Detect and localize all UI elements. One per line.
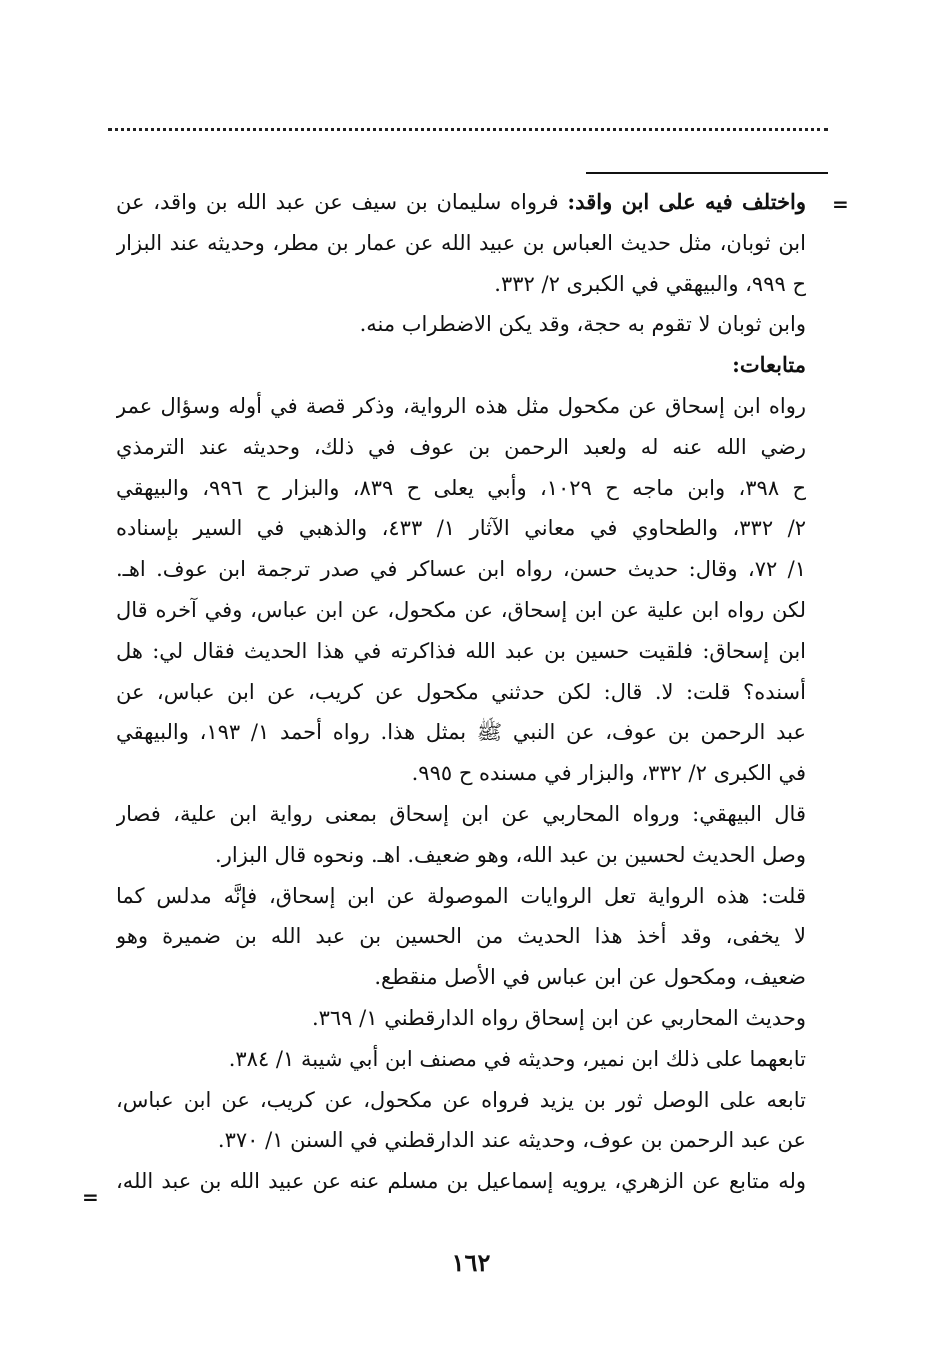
line-text: ضعيف، ومكحول عن ابن عباس في الأصل منقطع. [374, 965, 806, 990]
text-line [116, 386, 806, 427]
text-line [116, 427, 806, 468]
text-line [116, 1120, 806, 1161]
text-line [116, 345, 806, 386]
line-text: ح ٩٩٩، والبيهقي في الكبرى ٢/ ٣٣٢. [494, 271, 806, 296]
text-line [116, 712, 806, 753]
text-line [116, 223, 806, 264]
text-line [116, 508, 806, 549]
text-line [116, 1039, 806, 1080]
line-text: وصل الحديث لحسين بن عبد الله، وهو ضعيف. اهـ. ونحوه قال البزار. [215, 842, 806, 867]
line-text: رواه ابن إسحاق عن مكحول مثل هذه الرواية، وذكر قصة في أوله وسؤال عمر [116, 393, 806, 418]
page-number: ١٦٢ [451, 1248, 491, 1277]
dotted-separator [108, 128, 828, 131]
line-text: وله متابع عن الزهري، يرويه إسماعيل بن مسلم عنه عن عبيد الله بن عبد الله، [116, 1169, 806, 1194]
line-text: لا يخفى، وقد أخذ هذا الحديث من الحسين بن عبد الله بن ضميرة وهو [116, 924, 806, 949]
text-line [116, 835, 806, 876]
footnote-text [116, 182, 806, 1202]
line-heading: واختلف فيه على ابن واقد: [567, 189, 806, 214]
text-line [116, 794, 806, 835]
line-text: عبد الرحمن بن عوف، عن النبي ﷺ بمثل هذا. رواه أحمد ١/ ١٩٣، والبيهقي [116, 720, 806, 745]
line-text: تابعهما على ذلك ابن نمير، وحديثه في مصنف ابن أبي شيبة ١/ ٣٨٤. [228, 1046, 806, 1071]
continuation-mark-top: = [832, 192, 849, 216]
text-line [116, 998, 806, 1039]
line-text: وابن ثوبان لا تقوم به حجة، وقد يكن الاضطراب منه. [359, 312, 806, 337]
footnote-rule [586, 172, 828, 174]
line-text: ابن ثوبان، مثل حديث العباس بن عبيد الله عن عمار بن مطر، وحديثه عند البزار [116, 230, 806, 255]
text-line [116, 753, 806, 794]
continuation-mark-bottom: = [82, 1185, 99, 1209]
text-line [116, 957, 806, 998]
line-text: ٢/ ٣٣٢، والطحاوي في معاني الآثار ١/ ٤٣٣، والذهبي في السير بإسناده [116, 516, 806, 541]
text-line [116, 672, 806, 713]
text-line [116, 549, 806, 590]
text-line [116, 264, 806, 305]
line-text: رضي الله عنه له ولعبد الرحمن بن عوف في ذلك، وحديثه عند الترمذي [116, 434, 806, 459]
line-text: ابن إسحاق: فلقيت حسين بن عبد الله فذاكرته في هذا الحديث فقال لي: هل [116, 638, 806, 663]
text-line [116, 1080, 806, 1121]
line-text: تابعه على الوصل ثور بن يزيد فرواه عن مكحول، عن كريب، عن ابن عباس، [116, 1087, 806, 1112]
line-text: ١/ ٧٢، وقال: حديث حسن، رواه ابن عساكر في صدر ترجمة ابن عوف. اهـ. [116, 557, 806, 582]
text-line [116, 1161, 806, 1202]
line-heading: متابعات: [732, 352, 806, 378]
text-line [116, 590, 806, 631]
line-text: ح ٣٩٨، وابن ماجه ح ١٠٢٩، وأبي يعلى ح ٨٣٩، والبزار ح ٩٩٦، والبيهقي [116, 475, 806, 500]
text-line [116, 631, 806, 672]
text-line [116, 916, 806, 957]
text-line [116, 468, 806, 509]
text-line [116, 182, 806, 223]
line-text: لكن رواه ابن علية عن ابن إسحاق، عن مكحول، عن ابن عباس، وفي آخره قال [116, 597, 806, 622]
line-text: في الكبرى ٢/ ٣٣٢، والبزار في مسنده ح ٩٩٥. [411, 761, 806, 786]
text-line [116, 304, 806, 345]
line-text: فرواه سليمان بن سيف عن عبد الله بن واقد، عن [116, 190, 568, 214]
line-text: قال البيهقي: ورواه المحاربي عن ابن إسحاق بمعنى رواية ابن علية، فصار [116, 801, 806, 826]
line-text: أسنده؟ قلت: لا. قال: لكن حدثني مكحول عن كريب، عن ابن عباس، عن [116, 679, 806, 704]
line-text: عن عبد الرحمن بن عوف، وحديثه عند الدارقطني في السنن ١/ ٣٧٠. [217, 1128, 806, 1153]
line-text: قلت: هذه الرواية تعل الروايات الموصولة عن ابن إسحاق، فإنَّه مدلس كما [116, 883, 806, 908]
text-line [116, 876, 806, 917]
line-text: وحديث المحاربي عن ابن إسحاق رواه الدارقطني ١/ ٣٦٩. [311, 1005, 806, 1030]
